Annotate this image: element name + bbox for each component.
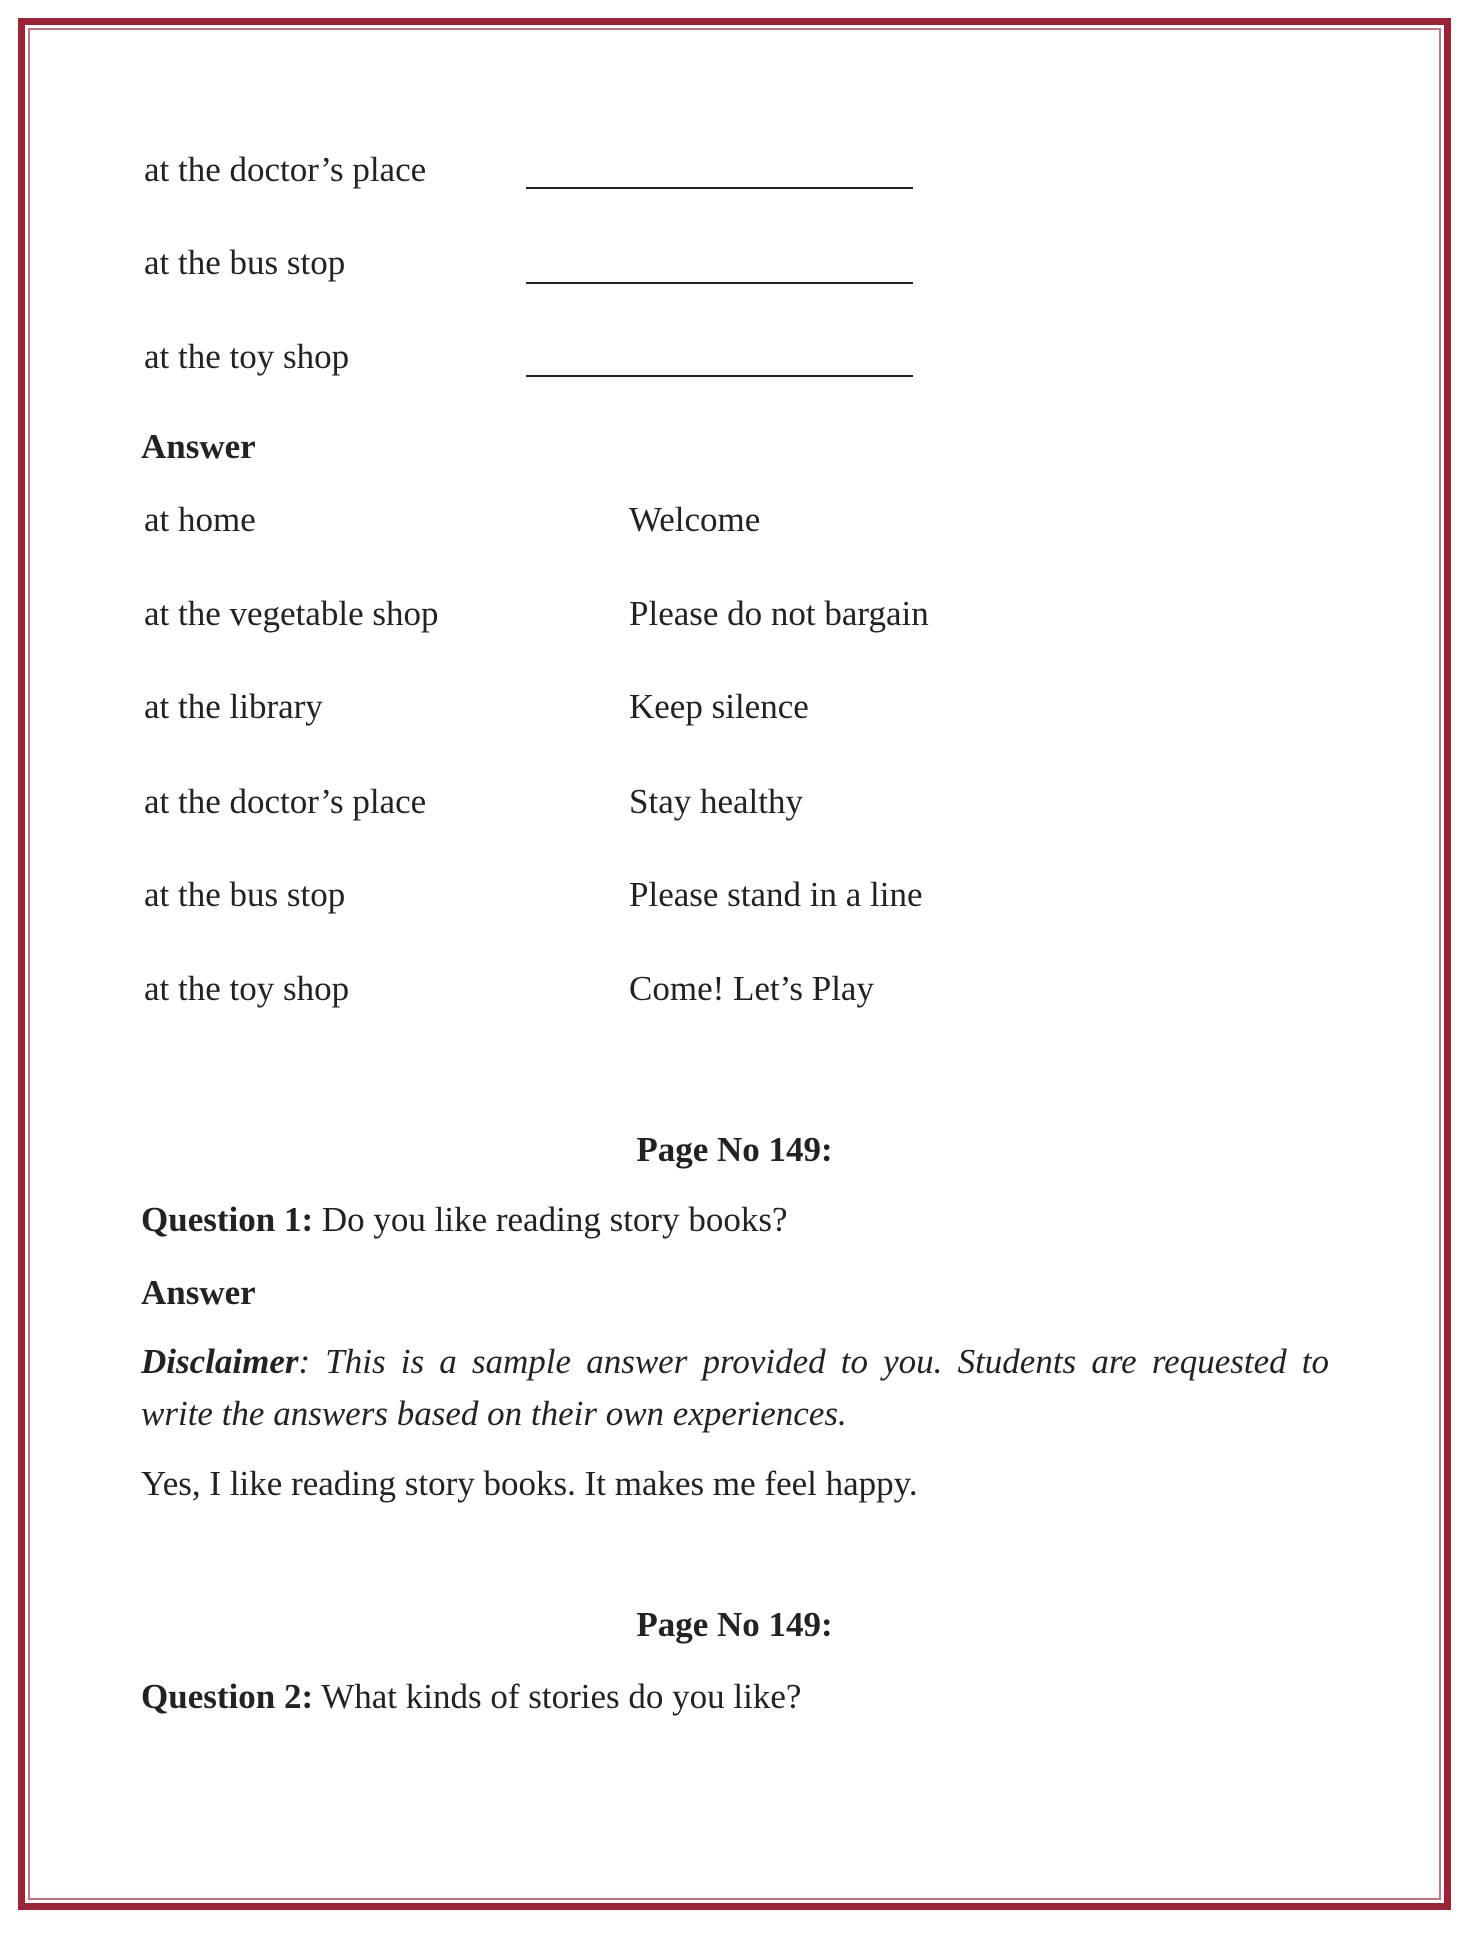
match-sign: Keep silence [629, 687, 809, 726]
question-label: Question 1: [141, 1200, 314, 1239]
disclaimer-label: Disclaimer [141, 1342, 299, 1381]
blank-place: at the bus stop [144, 243, 346, 282]
match-sign: Welcome [629, 500, 761, 539]
blank-line [526, 187, 913, 189]
match-place: at home [144, 500, 256, 539]
page-number-heading: Page No 149: [636, 1605, 833, 1644]
disclaimer [141, 1336, 1329, 1440]
disclaimer-text: : This is a sample answer provided to you. Students are requested to write the answers based on their own experiences. [141, 1342, 1329, 1433]
match-place: at the library [144, 687, 323, 726]
page-number-heading: Page No 149: [636, 1130, 833, 1169]
question-2 [141, 1677, 801, 1717]
answer-heading: Answer [141, 1273, 256, 1312]
match-sign: Come! Let’s Play [629, 969, 874, 1008]
match-place: at the doctor’s place [144, 782, 427, 821]
match-place: at the vegetable shop [144, 594, 439, 633]
question-text: What kinds of stories do you like? [313, 1677, 802, 1716]
blank-place: at the doctor’s place [144, 150, 427, 189]
match-sign: Please stand in a line [629, 875, 923, 914]
blank-line [526, 282, 913, 284]
blank-place: at the toy shop [144, 337, 350, 376]
question-label: Question 2: [141, 1677, 314, 1716]
question-1 [141, 1200, 787, 1240]
answer-text: Yes, I like reading story books. It makes me feel happy. [141, 1464, 918, 1503]
match-sign: Stay healthy [629, 782, 803, 821]
blank-line [526, 375, 913, 377]
question-text: Do you like reading story books? [313, 1200, 788, 1239]
answer-heading: Answer [141, 427, 256, 466]
match-place: at the bus stop [144, 875, 346, 914]
match-sign: Please do not bargain [629, 594, 929, 633]
match-place: at the toy shop [144, 969, 350, 1008]
